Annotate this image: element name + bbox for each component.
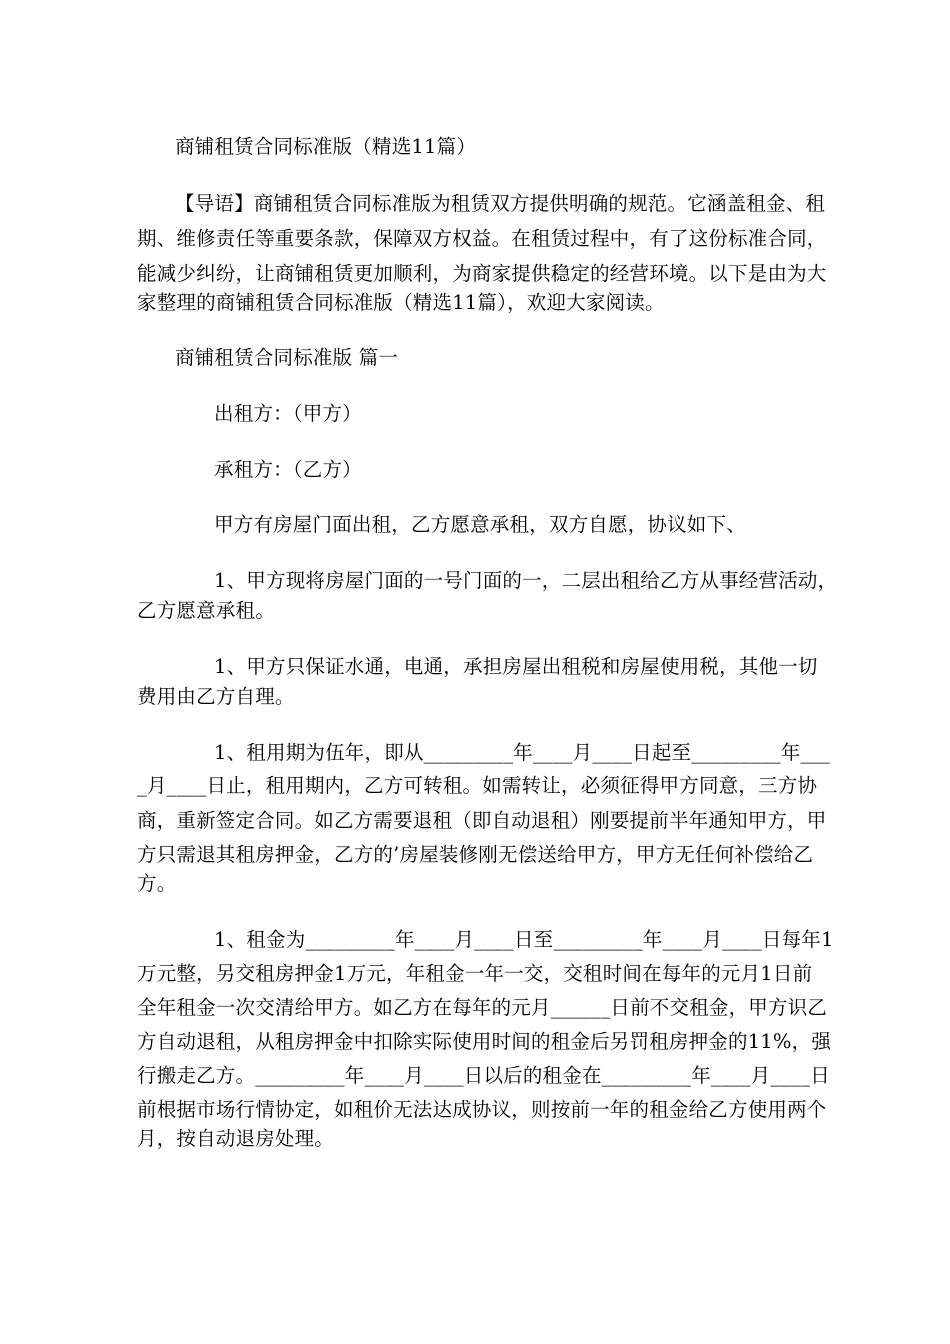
document-title: 商铺租赁合同标准版（精选11篇） — [175, 135, 477, 158]
clause-1-line: 1、甲方现将房屋门面的一号门面的一，二层出租给乙方从事经营活动， — [214, 569, 838, 592]
lessee-line: 承租方：（乙方） — [214, 458, 362, 481]
clause-4-line: 方自动退租，从租房押金中扣除实际使用时间的租金后另罚租房押金的11%，强 — [137, 1030, 832, 1053]
intro-line: 家整理的商铺租赁合同标准版（精选11篇），欢迎大家阅读。 — [137, 291, 665, 314]
clause-4-line: 月，按自动退房处理。 — [137, 1127, 335, 1150]
clause-2-line: 1、甲方只保证水通，电通，承担房屋出租税和房屋使用税，其他一切 — [214, 655, 818, 678]
clause-4-line: 1、租金为_________年____月____日至_________年____月____日每年1 — [214, 928, 834, 951]
intro-line: 【导语】商铺租赁合同标准版为租赁双方提供明确的规范。它涵盖租金、租 — [175, 192, 826, 215]
section-heading: 商铺租赁合同标准版 篇一 — [175, 346, 399, 369]
clause-3-line: 1、租用期为伍年，即从_________年____月____日起至_________年___ — [214, 741, 831, 764]
intro-line: 能减少纠纷，让商铺租赁更加顺利，为商家提供稳定的经营环境。以下是由为大 — [137, 262, 827, 285]
intro-line: 期、维修责任等重要条款，保障双方权益。在租赁过程中，有了这份标准合同， — [137, 227, 827, 250]
clause-3-line: _月____日止，租用期内，乙方可转租。如需转让，必须征得甲方同意，三方协 — [137, 774, 818, 797]
lessor-line: 出租方：（甲方） — [214, 402, 362, 425]
clause-3-line: 方只需退其租房押金，乙方的’房屋装修刚无偿送给甲方，甲方无任何补偿给乙 — [137, 843, 814, 866]
clause-1-line: 乙方愿意承租。 — [137, 599, 275, 622]
clause-4-line: 万元整，另交租房押金1万元，年租金一年一交，交租时间在每年的元月1日前 — [137, 962, 813, 985]
clause-3-line: 方。 — [137, 872, 177, 895]
clause-3-line: 商，重新签定合同。如乙方需要退租（即自动退租）刚要提前半年通知甲方，甲 — [137, 809, 827, 832]
clause-4-line: 全年租金一次交清给甲方。如乙方在每年的元月______日前不交租金，甲方识乙 — [137, 996, 828, 1019]
clause-4-line: 行搬走乙方。_________年____月____日以后的租金在_________年____月____日 — [137, 1064, 830, 1087]
clause-4-line: 前根据市场行情协定，如租价无法达成协议，则按前一年的租金给乙方使用两个 — [137, 1098, 827, 1121]
clause-2-line: 费用由乙方自理。 — [137, 685, 295, 708]
agreement-line: 甲方有房屋门面出租，乙方愿意承租，双方自愿，协议如下、 — [214, 513, 746, 536]
